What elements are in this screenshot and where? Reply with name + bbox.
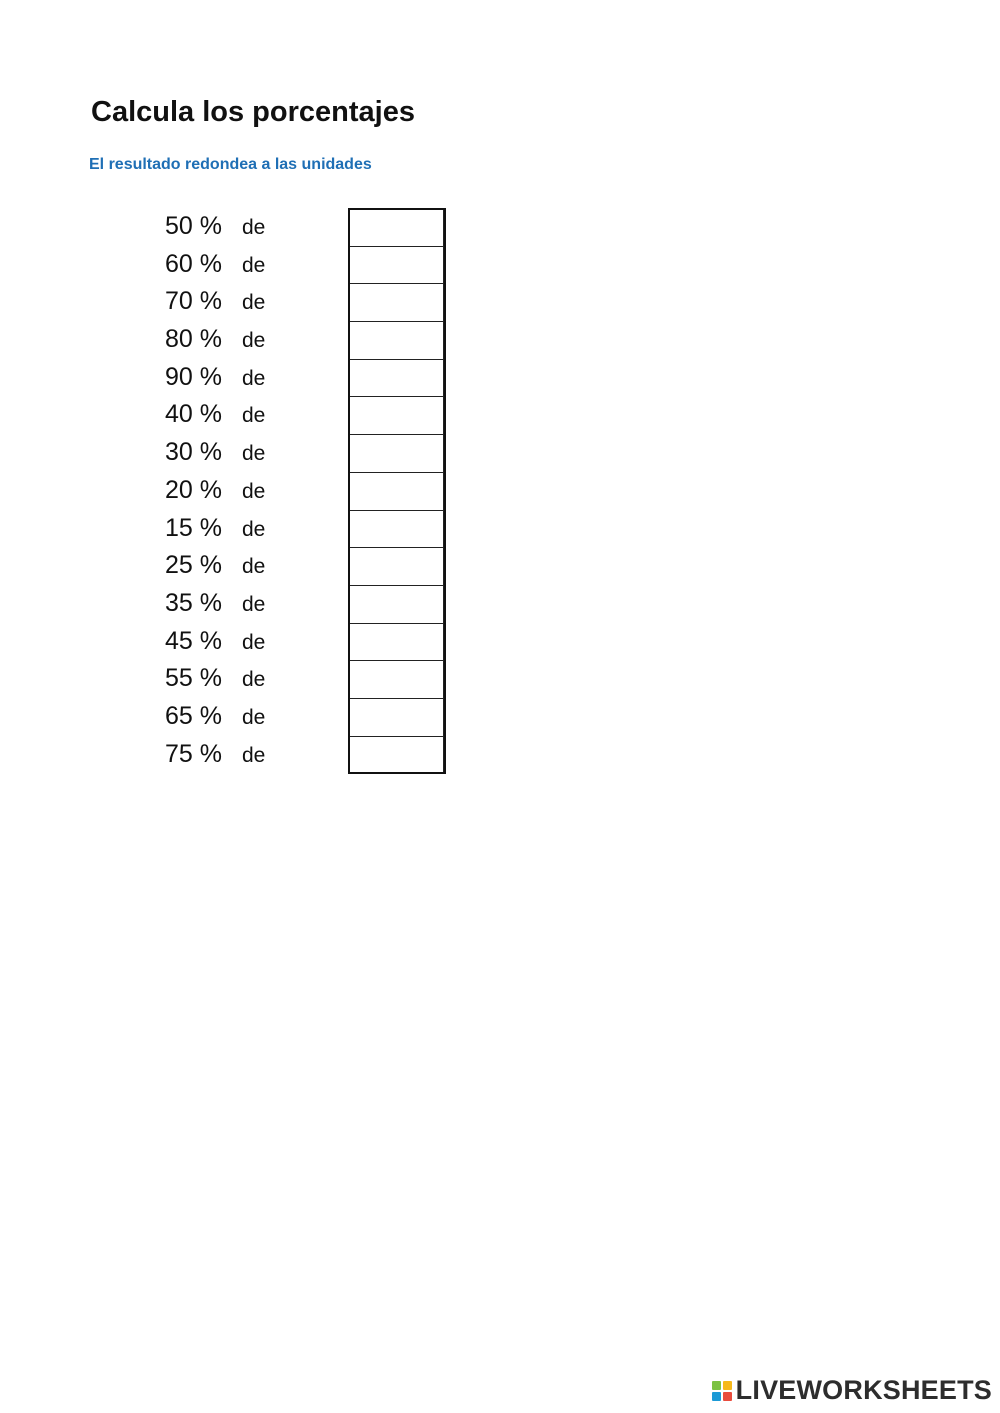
answer-input[interactable] <box>348 434 444 472</box>
answer-input[interactable] <box>348 246 444 284</box>
answer-input[interactable] <box>348 283 444 321</box>
percent-value: 50 % <box>165 212 222 240</box>
answer-input[interactable] <box>348 510 444 548</box>
page-title: Calcula los porcentajes <box>91 96 415 128</box>
answer-input[interactable] <box>348 623 444 661</box>
connector-word: de <box>242 442 266 466</box>
percent-value: 40 % <box>165 400 222 429</box>
percent-value: 20 % <box>165 475 222 504</box>
connector-word: de <box>242 743 266 767</box>
connector-word: de <box>242 404 266 428</box>
exercise-row <box>0 585 460 623</box>
percent-value: 80 % <box>165 325 222 354</box>
connector-word: de <box>242 705 266 729</box>
connector-word: de <box>242 592 266 616</box>
exercise-row <box>0 434 460 472</box>
logo-square-1 <box>712 1381 721 1390</box>
answer-input[interactable] <box>348 321 444 359</box>
answer-input[interactable] <box>348 359 444 397</box>
connector-word: de <box>242 630 266 654</box>
exercise-row <box>0 283 460 321</box>
percent-value: 70 % <box>165 287 222 316</box>
percent-value: 25 % <box>165 551 222 580</box>
exercise-row <box>0 246 460 284</box>
instructions-subtitle: El resultado redondea a las unidades <box>89 156 372 173</box>
percent-value: 35 % <box>165 588 222 617</box>
exercise-row <box>0 510 460 548</box>
answer-input[interactable] <box>348 698 444 736</box>
exercise-row <box>0 396 460 434</box>
percent-value: 45 % <box>165 626 222 655</box>
exercise-row <box>0 472 460 510</box>
exercise-row <box>0 208 460 246</box>
logo-square-2 <box>723 1381 732 1390</box>
answer-input[interactable] <box>348 472 444 510</box>
exercise-row <box>0 359 460 397</box>
percent-value: 90 % <box>165 362 222 391</box>
connector-word: de <box>242 555 266 579</box>
percent-value: 65 % <box>165 701 222 730</box>
answer-input[interactable] <box>348 736 444 774</box>
brand-name: LIVEWORKSHEETS <box>735 1375 992 1405</box>
logo-square-3 <box>712 1392 721 1401</box>
connector-word: de <box>242 216 266 239</box>
answer-input[interactable] <box>348 585 444 623</box>
connector-word: de <box>242 329 266 353</box>
connector-word: de <box>242 366 266 390</box>
answer-input[interactable] <box>348 396 444 434</box>
percent-value: 60 % <box>165 249 222 278</box>
exercise-row <box>0 623 460 661</box>
percent-value: 30 % <box>165 438 222 467</box>
answer-input[interactable] <box>348 547 444 585</box>
answer-input[interactable] <box>348 208 444 246</box>
exercise-list <box>0 208 460 773</box>
percent-value: 55 % <box>165 664 222 693</box>
exercise-row <box>0 547 460 585</box>
connector-word: de <box>242 291 266 315</box>
percent-value: 15 % <box>165 513 222 542</box>
exercise-row <box>0 698 460 736</box>
exercise-row <box>0 321 460 359</box>
connector-word: de <box>242 479 266 503</box>
percent-value: 75 % <box>165 739 222 768</box>
connector-word: de <box>242 253 266 277</box>
answer-input[interactable] <box>348 660 444 698</box>
connector-word: de <box>242 668 266 692</box>
logo-square-4 <box>723 1392 732 1401</box>
liveworksheets-branding[interactable] <box>712 1375 992 1406</box>
exercise-row <box>0 660 460 698</box>
connector-word: de <box>242 517 266 541</box>
exercise-row <box>0 736 460 774</box>
liveworksheets-logo-icon <box>712 1381 732 1401</box>
